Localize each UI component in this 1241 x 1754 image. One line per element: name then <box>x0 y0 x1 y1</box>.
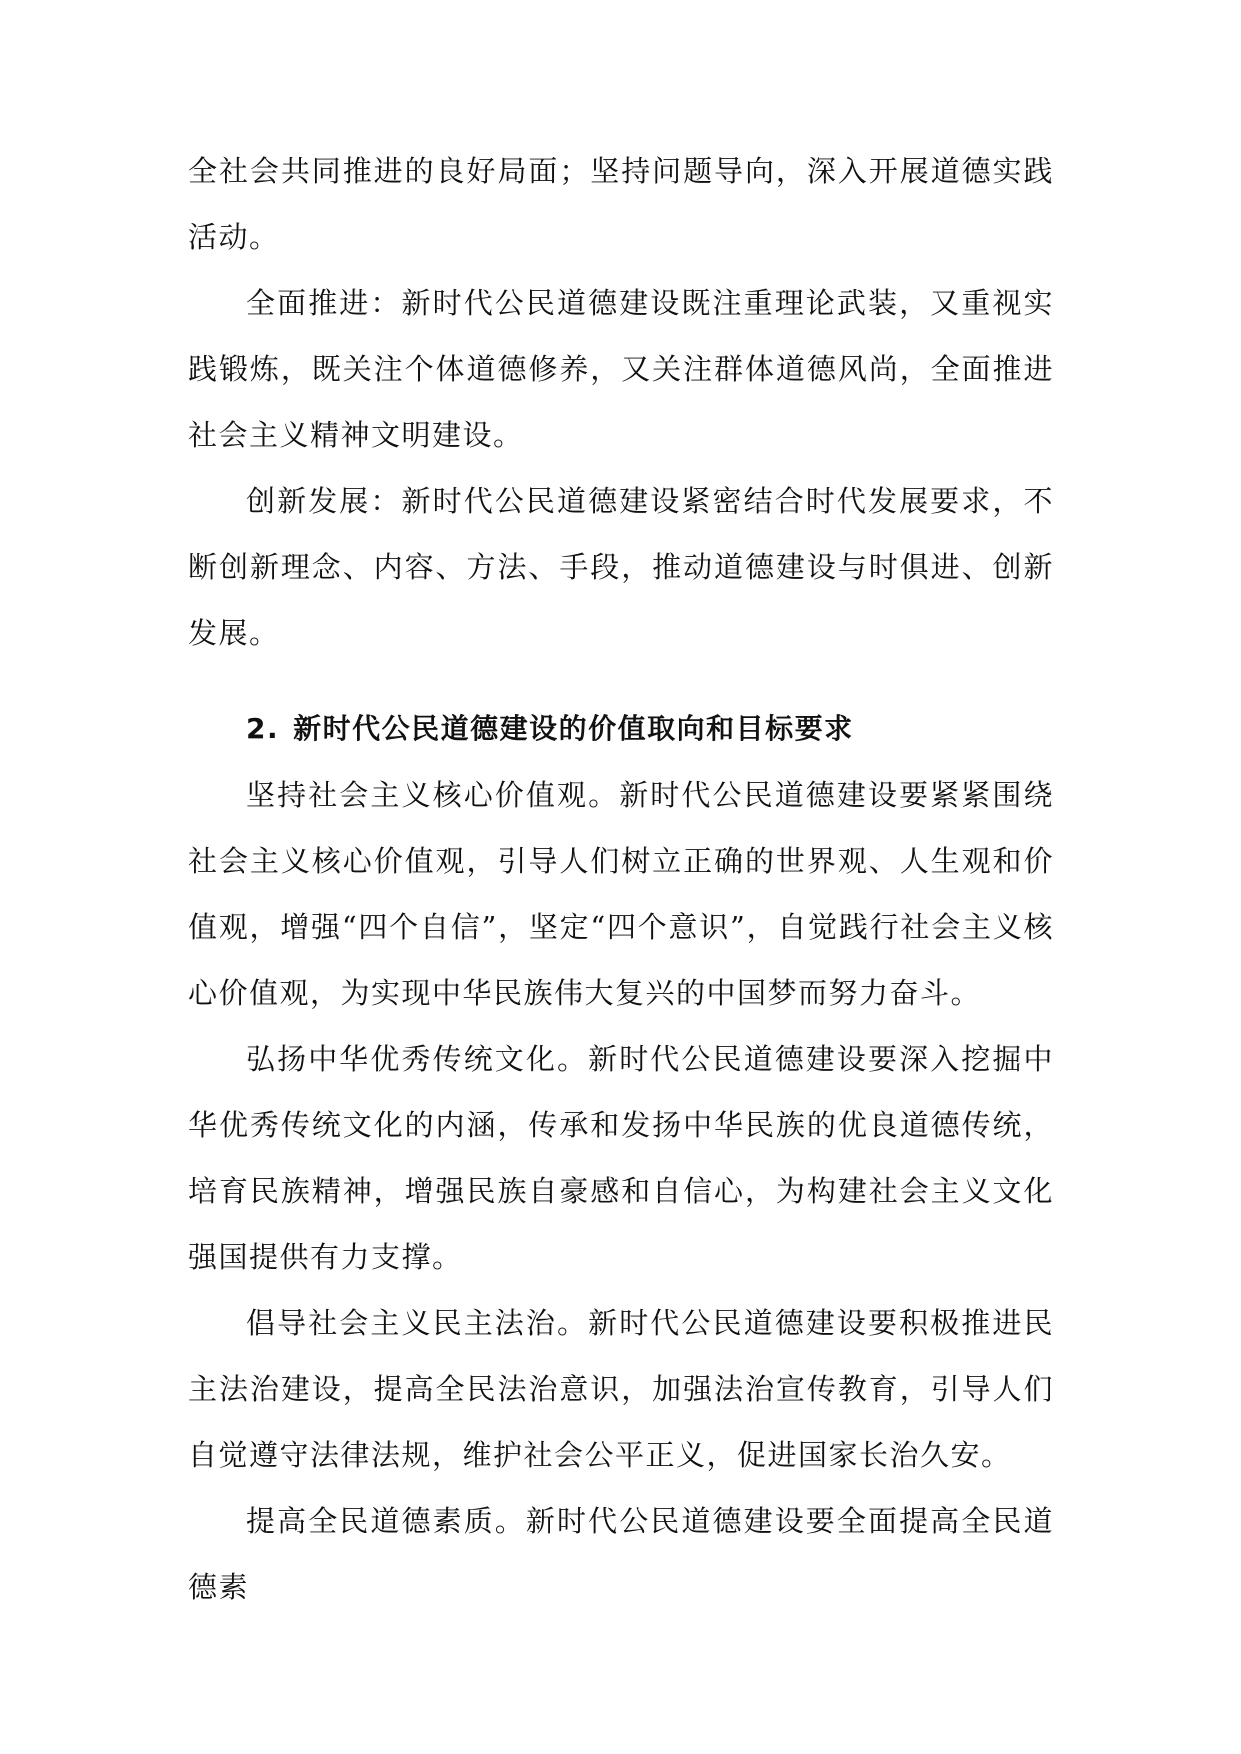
section-number: 2. <box>246 712 280 745</box>
paragraph-moral-quality: 提高全民道德素质。新时代公民道德建设要全面提高全民道德素 <box>188 1504 1054 1604</box>
paragraph-innovative-development: 创新发展：新时代公民道德建设紧密结合时代发展要求，不断创新理念、内容、方法、手段，推动道德建设与时俱进、创新发展。 <box>188 484 1054 650</box>
document-body <box>188 138 1054 1620</box>
paragraph-rule-of-law: 倡导社会主义民主法治。新时代公民道德建设要积极推进民主法治建设，提高全民法治意识，加强法治宣传教育，引导人们自觉遵守法律法规，维护社会公平正义，促进国家长治久安。 <box>188 1306 1054 1472</box>
section-title: 新时代公民道德建设的价值取向和目标要求 <box>293 712 854 745</box>
paragraph-core-values: 坚持社会主义核心价值观。新时代公民道德建设要紧紧围绕社会主义核心价值观，引导人们树立正确的世界观、人生观和价值观，增强“四个自信”，坚定“四个意识”，自觉践行社会主义核心价值观，为实现中华民族伟大复兴的中国梦而努力奋斗。 <box>188 778 1054 1010</box>
paragraph-traditional-culture: 弘扬中华优秀传统文化。新时代公民道德建设要深入挖掘中华优秀传统文化的内涵，传承和发扬中华民族的优良道德传统，培育民族精神，增强民族自豪感和自信心，为构建社会主义文化强国提供有力支撑。 <box>188 1042 1054 1274</box>
paragraph-continued: 全社会共同推进的良好局面；坚持问题导向，深入开展道德实践活动。 <box>188 154 1054 254</box>
section-heading <box>188 696 1054 762</box>
paragraph-comprehensive-advance: 全面推进：新时代公民道德建设既注重理论武装，又重视实践锻炼，既关注个体道德修养，又关注群体道德风尚，全面推进社会主义精神文明建设。 <box>188 286 1054 452</box>
